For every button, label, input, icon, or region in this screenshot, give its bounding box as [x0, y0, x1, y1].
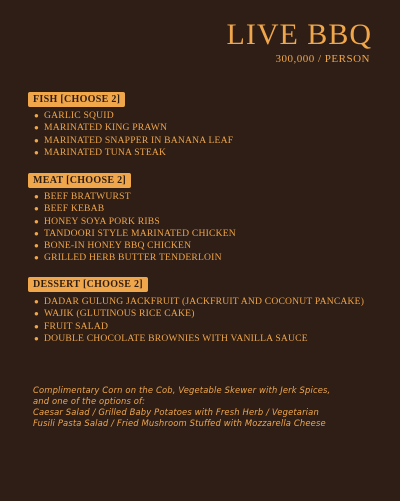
- list-item: ● MARINATED KING PRAWN: [34, 122, 168, 134]
- bullet-icon: ●: [34, 111, 40, 120]
- list-item: ● WAJIK (GLUTINOUS RICE CAKE): [34, 308, 195, 320]
- list-item: ● HONEY SOYA PORK RIBS: [34, 215, 160, 227]
- list-item: ● GRILLED HERB BUTTER TENDERLOIN: [34, 252, 222, 264]
- bullet-icon: ●: [34, 309, 40, 319]
- note-line: Complimentary Corn on the Cob, Vegetable Skewer with Jerk Spices,: [33, 385, 331, 395]
- list-item: ● TANDOORI STYLE MARINATED CHICKEN: [34, 227, 236, 239]
- note-line: Caesar Salad / Grilled Baby Potatoes with Fresh Herb / Vegetarian: [33, 407, 319, 417]
- list-item: ● MARINATED TUNA STEAK: [34, 146, 167, 158]
- dessert-item-list: [34, 296, 364, 345]
- bullet-icon: ●: [34, 216, 40, 226]
- bullet-icon: ●: [34, 192, 40, 201]
- bullet-icon: ●: [34, 333, 40, 343]
- list-item: ● GARLIC SQUID: [34, 110, 114, 121]
- list-item: ● DOUBLE CHOCOLATE BROWNIES WITH VANILLA SAUCE: [34, 332, 308, 344]
- list-item: ● BEEF KEBAB: [34, 203, 105, 215]
- bullet-icon: ●: [34, 228, 40, 238]
- price-per-person: 300,000 / PERSON: [275, 53, 370, 65]
- bullet-icon: ●: [34, 253, 40, 263]
- note-line: Fusili Pasta Salad / Fried Mushroom Stuffed with Mozzarella Cheese: [33, 418, 326, 428]
- list-item: ● BEEF BRATWURST: [34, 191, 131, 202]
- list-item: ● DADAR GULUNG JACKFRUIT (JACKFRUIT AND COCONUT PANCAKE): [34, 296, 365, 307]
- section-heading-fish: FISH [CHOOSE 2]: [28, 92, 125, 107]
- fish-item-list: [34, 110, 233, 159]
- complimentary-note: [33, 385, 373, 429]
- section-heading-meat: MEAT [CHOOSE 2]: [28, 173, 131, 188]
- note-line: and one of the options of:: [33, 396, 146, 406]
- meat-item-list: [34, 191, 236, 265]
- bullet-icon: ●: [34, 241, 40, 251]
- menu-title: LIVE BBQ: [226, 18, 372, 51]
- bullet-icon: ●: [34, 204, 40, 214]
- list-item: ● BONE-IN HONEY BBQ CHICKEN: [34, 240, 192, 252]
- list-item: ● MARINATED SNAPPER IN BANANA LEAF: [34, 134, 234, 146]
- bullet-icon: ●: [34, 135, 40, 145]
- list-item: ● FRUIT SALAD: [34, 320, 109, 332]
- bullet-icon: ●: [34, 147, 40, 157]
- bullet-icon: ●: [34, 321, 40, 331]
- section-heading-dessert: DESSERT [CHOOSE 2]: [28, 277, 148, 292]
- bullet-icon: ●: [34, 123, 40, 133]
- bullet-icon: ●: [34, 297, 40, 306]
